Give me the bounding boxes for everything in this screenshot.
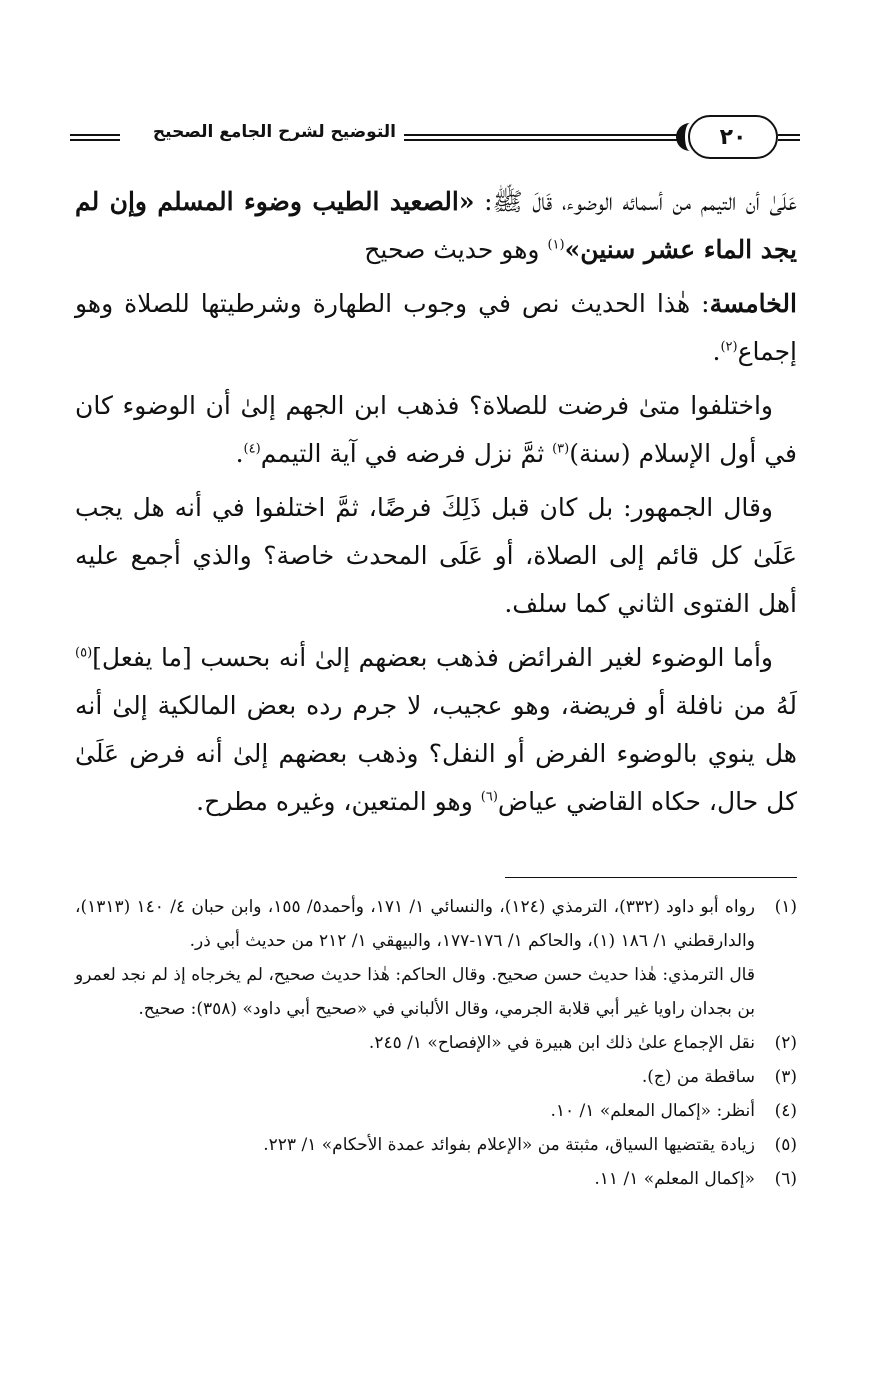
footnote-1 [75, 890, 797, 958]
footnotes [75, 890, 797, 1196]
footnote-number: (٥) [774, 1135, 797, 1155]
footnote-text: زيادة يقتضيها السياق، مثبتة من «الإعلام بفوائد عمدة الأحكام» ١/ ٢٢٣. [263, 1135, 755, 1155]
paragraph-4: وقال الجمهور: بل كان قبل ذَلِكَ فرضًا، ثمَّ اختلفوا في أنه هل يجب عَلَىٰ كل قائم إلى الصلاة، أو عَلَى المحدث خاصة؟ والذي أجمع عليه أهل الفتوى الثاني كما سلف. [75, 493, 797, 618]
page-number-badge [688, 115, 778, 159]
footnote-ref-2[interactable]: (٢) [720, 339, 738, 355]
page-number: ٢٠ [719, 124, 747, 150]
hadith-quote: «الصعيد الطيب وضوء المسلم وإن لم يجد الماء عشر سنين» [75, 187, 797, 264]
footnote-number: (٤) [774, 1101, 797, 1121]
footnote-ref-1[interactable]: (١) [547, 237, 565, 253]
footnote-text: أنظر: «إكمال المعلم» ١/ ١٠. [550, 1101, 755, 1121]
footnote-number: (١) [774, 897, 797, 917]
footnote-ref-4[interactable]: (٤) [243, 441, 261, 457]
footnote-text: رواه أبو داود (٣٣٢)، الترمذي (١٢٤)، والنسائي ١/ ١٧١، وأحمد٥/ ١٥٥، وابن حبان ٤/ ١٤٠ (١٣١٣)، والدارقطني ١/ ١٨٦ (١)، والحاكم ١/ ١٧٦-١٧٧، والبيهقي ١/ ٢١٢ من حديث أبي ذر. [75, 897, 755, 951]
paragraph-1 [75, 178, 797, 274]
running-header [70, 112, 800, 162]
footnote-ref-6[interactable]: (٦) [480, 789, 498, 805]
footnote-number: (٢) [774, 1033, 797, 1053]
p5-text-c: وهو المتعين، وغيره مطرح. [196, 787, 481, 816]
footnote-5 [75, 1128, 797, 1162]
paragraph-3 [75, 382, 797, 478]
p2-heading: الخامسة [709, 289, 797, 318]
p1-text-b: وهو حديث صحيح [364, 235, 548, 264]
footnote-number: (٦) [774, 1169, 797, 1189]
paragraph-2 [75, 280, 797, 376]
p3-text-c: . [235, 439, 244, 468]
footnote-2 [75, 1026, 797, 1060]
footnote-1-continuation: قال الترمذي: هٰذا حديث حسن صحيح. وقال الحاكم: هٰذا حديث صحيح، لم يخرجاه إذ لم نجد لعمرو بن بجدان راويا غير أبي قلابة الجرمي، وقال الألباني في «صحيح أبي داود» (٣٥٨): صحيح. [75, 965, 755, 1019]
p3-text-a: واختلفوا متىٰ فرضت للصلاة؟ فذهب ابن الجهم إلىٰ أن الوضوء كان في أول الإسلام (سنة) [75, 391, 797, 468]
p2-text-a: : هٰذا الحديث نص في وجوب الطهارة وشرطيتها للصلاة وهو إجماع [75, 289, 797, 366]
running-title: التوضيح لشرح الجامع الصحيح [152, 122, 396, 142]
paragraph-5 [75, 634, 797, 826]
footnote-number: (٣) [774, 1067, 797, 1087]
header-rule-middle [404, 134, 682, 141]
footnote-separator [505, 877, 797, 878]
p1-text-a: عَلَىٰ أن التيمم من أسمائه الوضوء، قَالَ ﷺ: [474, 187, 797, 216]
footnote-text: ساقطة من (ج). [641, 1067, 755, 1087]
footnote-3 [75, 1060, 797, 1094]
footnote-text: نقل الإجماع علىٰ ذلك ابن هبيرة في «الإفصاح» ١/ ٢٤٥. [368, 1033, 755, 1053]
p2-text-b: . [712, 337, 721, 366]
footnote-ref-5[interactable]: (٥) [75, 645, 93, 661]
p3-text-b: ثمَّ نزل فرضه في آية التيمم [260, 439, 553, 468]
p5-text-a: وأما الوضوء لغير الفرائض فذهب بعضهم إلىٰ أنه بحسب [ما يفعل] [92, 643, 773, 672]
header-rule-left [70, 134, 120, 141]
footnote-6 [75, 1162, 797, 1196]
footnote-ref-3[interactable]: (٣) [552, 441, 570, 457]
footnote-4 [75, 1094, 797, 1128]
main-text [75, 178, 797, 832]
footnote-text: «إكمال المعلم» ١/ ١١. [594, 1169, 755, 1189]
header-rule-right [778, 134, 800, 141]
p5-text-b: لَهُ من نافلة أو فريضة، وهو عجيب، لا جرم رده بعض المالكية إلىٰ أنه هل ينوي بالوضوء الفرض أو النفل؟ وذهب بعضهم إلىٰ أنه فرض عَلَىٰ كل حال، حكاه القاضي عياض [75, 691, 797, 816]
